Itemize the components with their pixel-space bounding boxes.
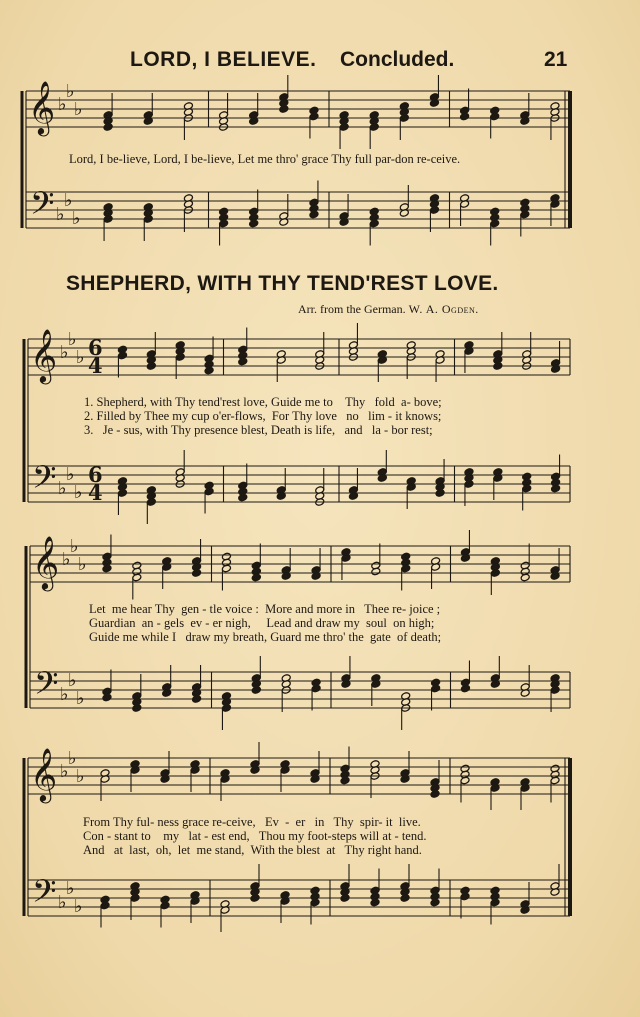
flat-sign-icon: ♭ (60, 684, 69, 705)
page-header-concluded: Concluded. (340, 48, 455, 71)
hymn-attribution (298, 302, 479, 317)
treble-clef-icon: 𝄞 (30, 328, 58, 382)
system3-verse2: Con - stant to my lat - est end, Thou my foot-steps will at - tend. (83, 829, 427, 843)
system2-verse3: Guide me while I draw my breath, Guard me thro' the gate of death; (89, 630, 442, 644)
system3-verse3: And at last, oh, let me stand, With the blest at Thy right hand. (83, 843, 422, 857)
system1-verse3: 3. Je - sus, with Thy presence blest, Death is life, and la - bor rest; (84, 423, 433, 437)
treble-clef-icon: 𝄞 (30, 747, 58, 801)
flat-sign-icon: ♭ (76, 347, 85, 368)
flat-sign-icon: ♭ (60, 342, 69, 363)
flat-sign-icon: ♭ (64, 190, 73, 211)
flat-sign-icon: ♭ (72, 208, 81, 229)
system2-verse1: Let me hear Thy gen - tle voice : More and more in Thee re- joice ; (89, 602, 441, 616)
time-signature-digit: 6 (88, 462, 103, 487)
top-hymn-lyric: Lord, I be-lieve, Lord, I be-lieve, Let me thro' grace Thy full par-don re-ceive. (69, 152, 461, 166)
system1-verse1: 1. Shepherd, with Thy tend'rest love, Guide me to Thy fold a- bove; (84, 395, 442, 409)
treble-clef-icon: 𝄞 (28, 80, 56, 134)
flat-sign-icon: ♭ (68, 329, 77, 350)
time-signature-digit: 4 (88, 353, 103, 378)
flat-sign-icon: ♭ (74, 896, 83, 917)
flat-sign-icon: ♭ (78, 554, 87, 575)
system1-verse2: 2. Filled by Thee my cup o'er-flows, For Thy love no lim - it knows; (84, 409, 442, 423)
flat-sign-icon: ♭ (58, 478, 67, 499)
flat-sign-icon: ♭ (68, 748, 77, 769)
bass-clef-icon: 𝄢 (32, 459, 57, 503)
hymn-title: SHEPHERD, WITH THY TEND'REST LOVE. (66, 272, 499, 295)
arrangement-note: Arr. from the German. (298, 302, 406, 316)
flat-sign-icon: ♭ (68, 670, 77, 691)
treble-clef-icon: 𝄞 (32, 535, 60, 589)
page-number: 21 (544, 48, 568, 71)
flat-sign-icon: ♭ (58, 892, 67, 913)
page-header-title: LORD, I BELIEVE. (130, 48, 317, 71)
system3-verse1: From Thy ful- ness grace re-ceive, Ev - er in Thy spir- it live. (83, 815, 421, 829)
flat-sign-icon: ♭ (74, 99, 83, 120)
flat-sign-icon: ♭ (66, 464, 75, 485)
system2-verse2: Guardian an - gels ev - er nigh, Lead and draw my soul on high; (89, 616, 435, 630)
flat-sign-icon: ♭ (62, 549, 71, 570)
flat-sign-icon: ♭ (56, 204, 65, 225)
flat-sign-icon: ♭ (66, 81, 75, 102)
bass-clef-icon: 𝄢 (30, 185, 55, 229)
flat-sign-icon: ♭ (74, 482, 83, 503)
bass-clef-icon: 𝄢 (34, 665, 59, 709)
composer-name: W. A. Ogden. (408, 302, 479, 316)
bass-clef-icon: 𝄢 (32, 873, 57, 917)
flat-sign-icon: ♭ (70, 536, 79, 557)
time-signature-digit: 6 (88, 335, 103, 360)
flat-sign-icon: ♭ (58, 94, 67, 115)
flat-sign-icon: ♭ (60, 761, 69, 782)
flat-sign-icon: ♭ (76, 766, 85, 787)
flat-sign-icon: ♭ (76, 688, 85, 709)
flat-sign-icon: ♭ (66, 878, 75, 899)
time-signature-digit: 4 (88, 480, 103, 505)
